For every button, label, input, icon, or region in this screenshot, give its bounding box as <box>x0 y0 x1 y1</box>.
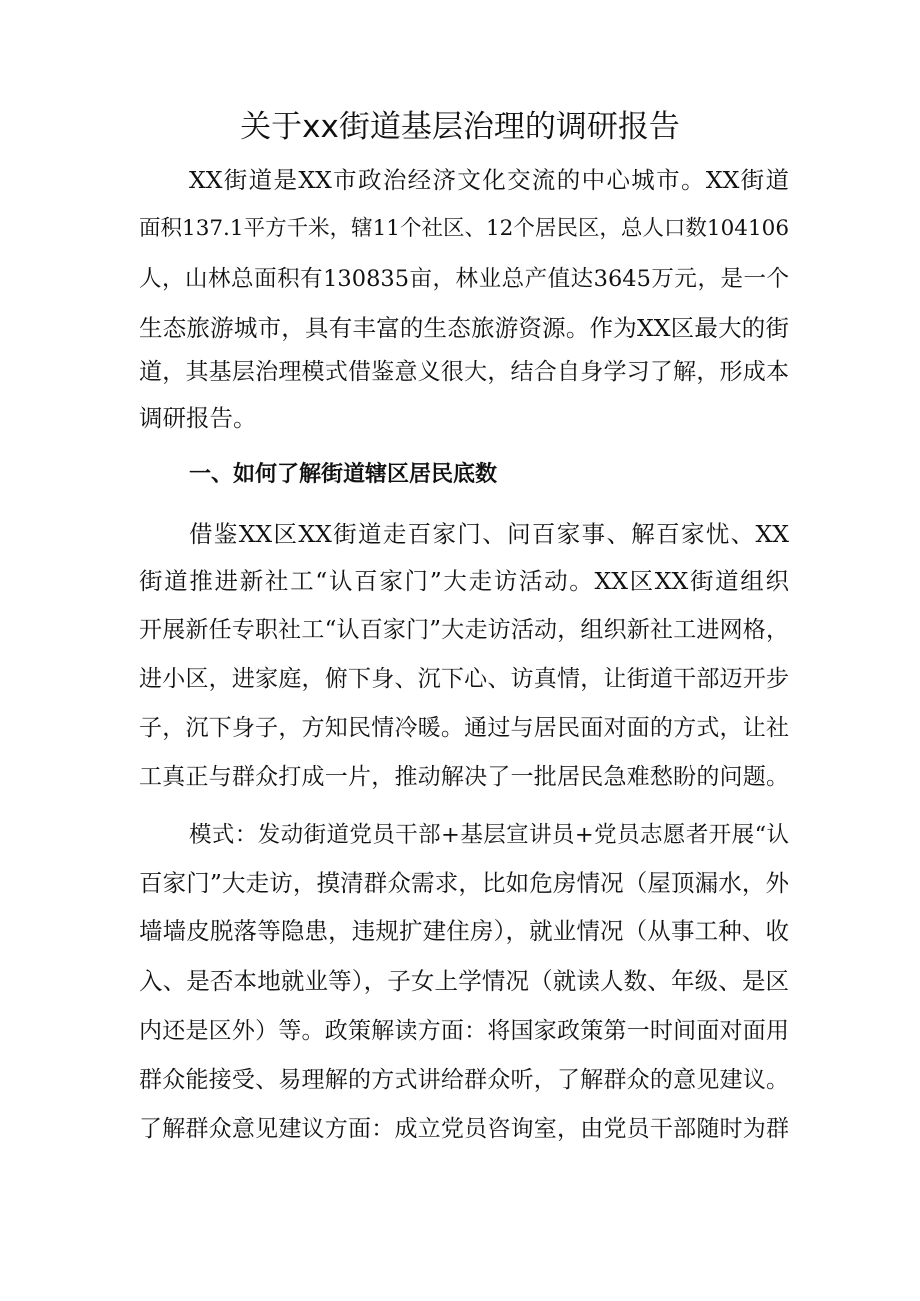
paragraph-3-line-7: 了解群众意见建议方面：成立党员咨询室，由党员干部随时为群 <box>139 1116 789 1142</box>
paragraph-2-line-4: 进小区，进家庭，俯下身、沉下心、访真情，让街道干部迈开步 <box>139 666 789 692</box>
paragraph-3-line-1: 模式：发动街道党员干部+基层宣讲员+党员志愿者开展“认 <box>189 822 789 848</box>
paragraph-3-line-2: 百家门”大走访，摸清群众需求，比如危房情况（屋顶漏水，外 <box>139 869 789 897</box>
paragraph-3-line-4: 入、是否本地就业等），子女上学情况（就读人数、年级、是区 <box>139 967 789 995</box>
paragraph-1-line-6: 调研报告。 <box>139 404 257 432</box>
paragraph-1-line-1: XX街道是XX市政治经济文化交流的中心城市。XX街道 <box>189 166 789 194</box>
paragraph-3-line-6: 群众能接受、易理解的方式讲给群众听，了解群众的意见建议。 <box>139 1067 789 1093</box>
paragraph-1-line-2: 面积137.1平方千米，辖11个社区、12个居民区，总人口数104106 <box>139 216 789 241</box>
paragraph-3-line-5: 内还是区外）等。政策解读方面：将国家政策第一时间面对面用 <box>139 1018 789 1044</box>
paragraph-2-line-5: 子，沉下身子，方知民情冷暖。通过与居民面对面的方式，让社 <box>139 715 789 741</box>
document-title: 关于xx街道基层治理的调研报告 <box>240 109 680 145</box>
paragraph-1-line-3: 人，山林总面积有130835亩，林业总产值达3645万元，是一个 <box>139 266 789 292</box>
paragraph-2-line-1: 借鉴XX区XX街道走百家门、问百家事、解百家忧、XX <box>189 520 789 548</box>
paragraph-1-line-5: 道，其基层治理模式借鉴意义很大，结合自身学习了解，形成本 <box>139 359 789 385</box>
paragraph-2-line-3: 开展新任专职社工“认百家门”大走访活动，组织新社工进网格， <box>139 617 789 643</box>
paragraph-2-line-2: 街道推进新社工“认百家门”大走访活动。XX区XX街道组织 <box>139 567 789 595</box>
paragraph-1-line-4: 生态旅游城市，具有丰富的生态旅游资源。作为XX区最大的街 <box>139 314 789 342</box>
paragraph-2-line-6: 工真正与群众打成一片，推动解决了一批居民急难愁盼的问题。 <box>139 764 789 790</box>
section-heading-1: 一、如何了解街道辖区居民底数 <box>189 462 498 487</box>
paragraph-3-line-3: 墙墙皮脱落等隐患，违规扩建住房），就业情况（从事工种、收 <box>139 917 789 945</box>
